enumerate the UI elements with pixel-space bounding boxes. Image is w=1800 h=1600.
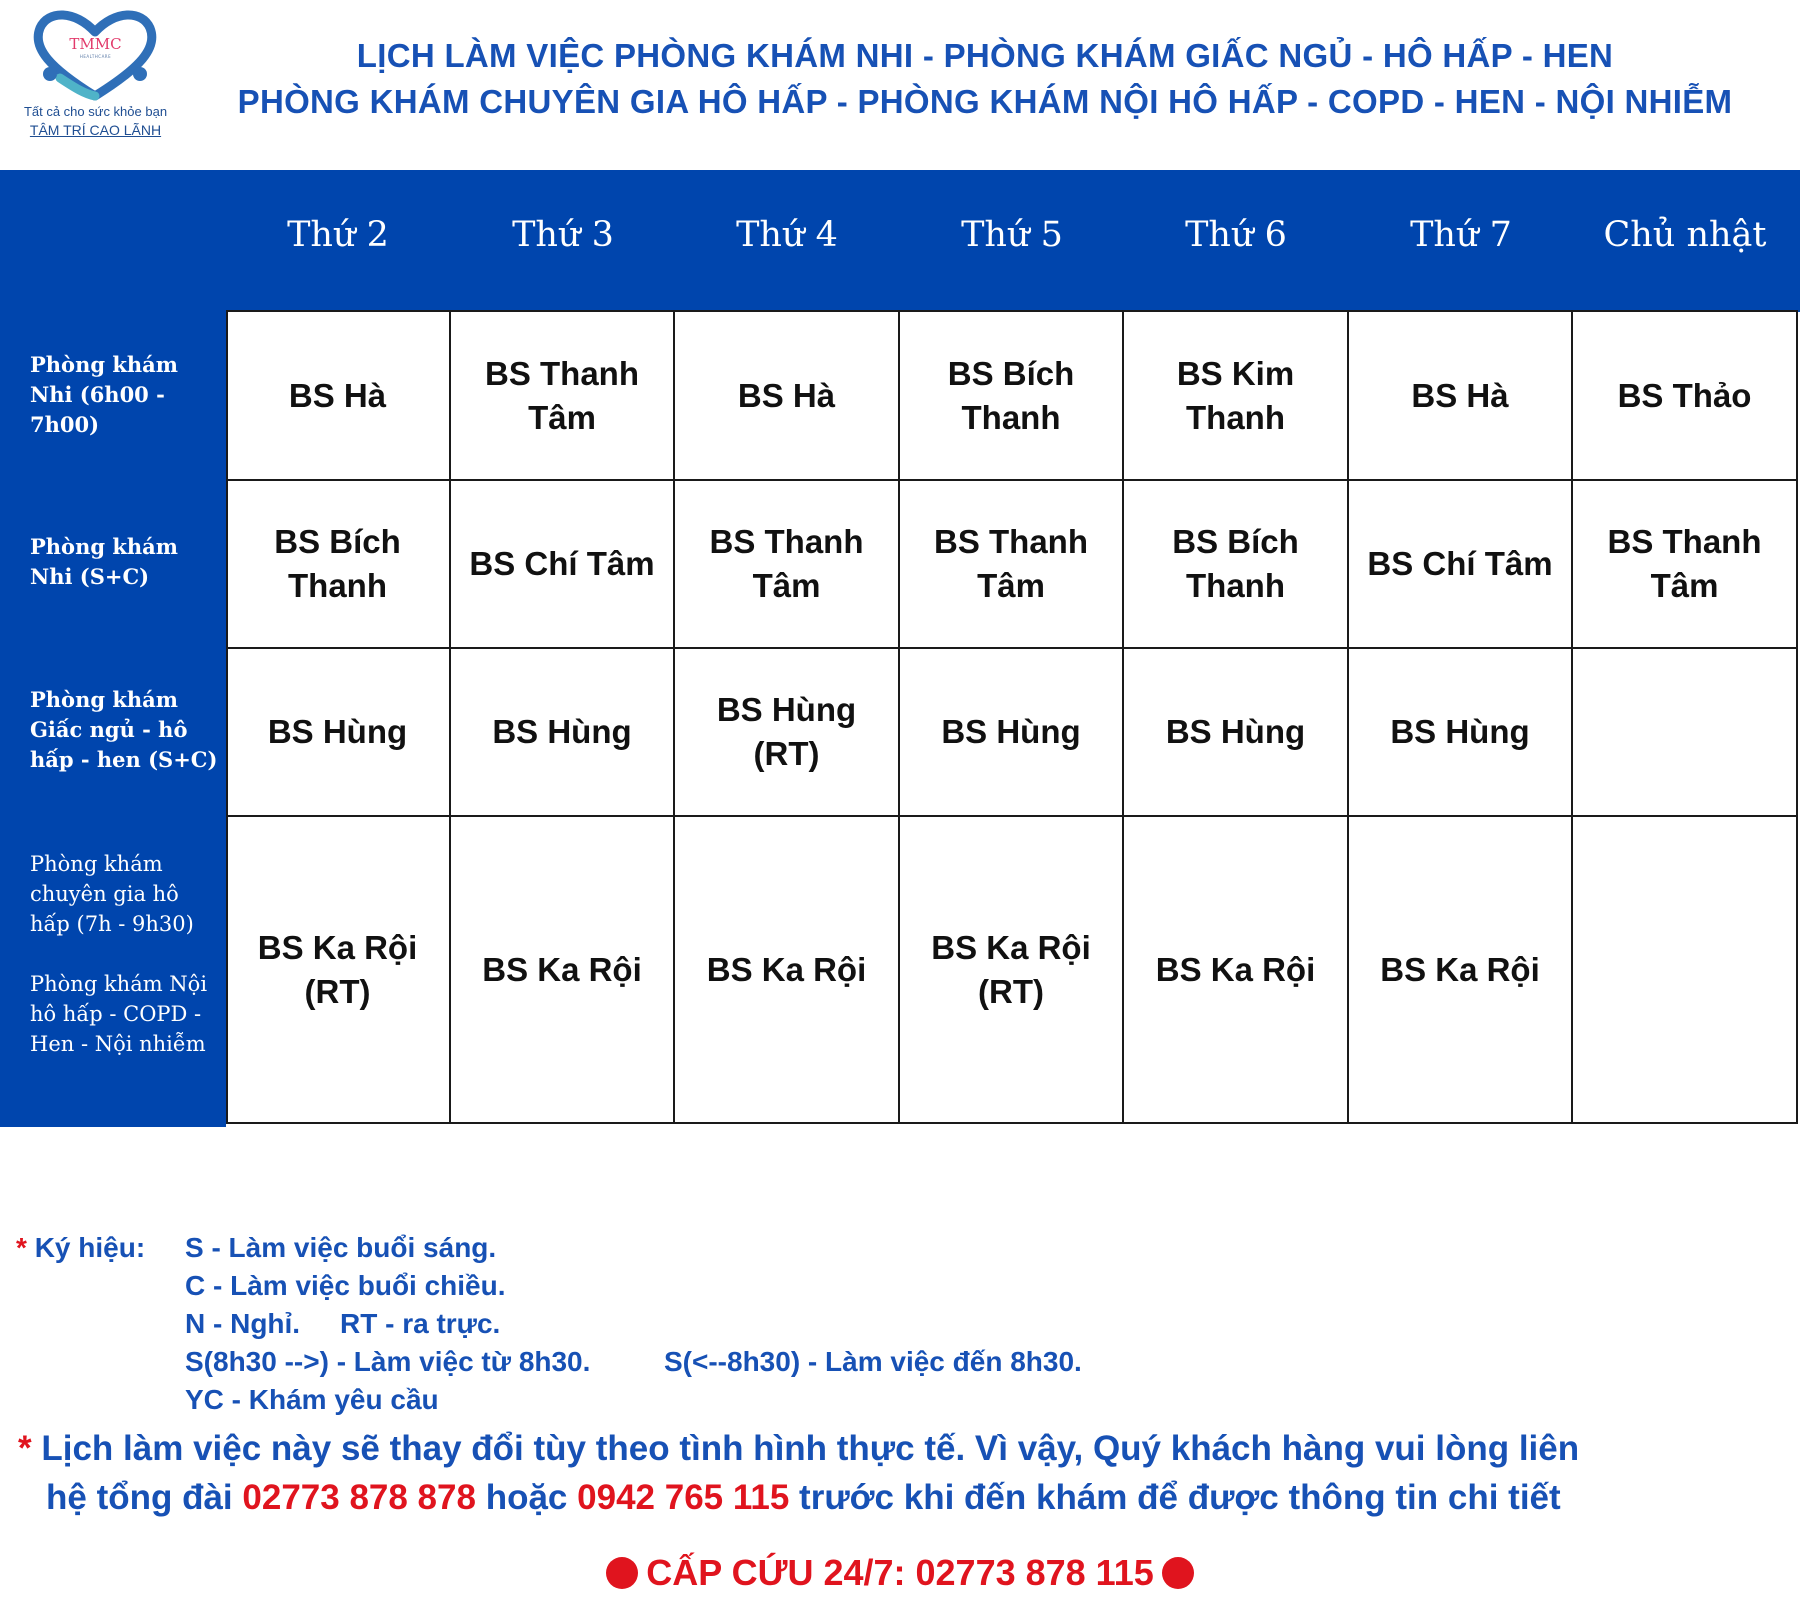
- schedule-cell: BS Bích Thanh: [226, 481, 451, 649]
- schedule-cell: [1573, 649, 1798, 817]
- logo-subtext: HEALTHCARE: [79, 54, 112, 59]
- mobile-phone[interactable]: 0942 765 115: [577, 1478, 790, 1517]
- notice-text-4: trước khi đến khám để được thông tin chi tiết: [799, 1478, 1561, 1517]
- notice-line-2: [46, 1473, 1800, 1522]
- notice-line-1: [18, 1424, 1788, 1473]
- legend-s: S - Làm việc buổi sáng.: [185, 1232, 497, 1263]
- schedule-cell: BS Chí Tâm: [1349, 481, 1573, 649]
- schedule-cell: BS Thanh Tâm: [900, 481, 1124, 649]
- emergency-line: [0, 1552, 1800, 1594]
- row-label-nhi-morning: Phòng khám Nhi (6h00 - 7h00): [30, 352, 178, 437]
- emergency-text[interactable]: CẤP CỨU 24/7: 02773 878 115: [646, 1552, 1154, 1593]
- day-header-mon: Thứ 2: [287, 215, 389, 255]
- legend-star: *: [16, 1232, 27, 1263]
- clinic-logo: [8, 8, 168, 143]
- schedule-cell: BS Hà: [1349, 312, 1573, 481]
- schedule-cell: BS Ka Rội: [1124, 817, 1349, 1124]
- schedule-cell: BS Ka Rội (RT): [226, 817, 451, 1124]
- schedule-cell: BS Thanh Tâm: [451, 312, 675, 481]
- page-title-line-2: PHÒNG KHÁM CHUYÊN GIA HÔ HẤP - PHÒNG KHÁM NỘI HÔ HẤP - COPD - HEN - NỘI NHIỄM: [237, 83, 1733, 120]
- schedule-cell: BS Ka Rội: [675, 817, 900, 1124]
- schedule-cell: BS Hùng: [1349, 649, 1573, 817]
- schedule-cell: BS Bích Thanh: [1124, 481, 1349, 649]
- schedule-cell: BS Hà: [675, 312, 900, 481]
- schedule-cell: BS Thanh Tâm: [675, 481, 900, 649]
- schedule-cell: BS Thanh Tâm: [1573, 481, 1798, 649]
- notice-text-1: Lịch làm việc này sẽ thay đổi tùy theo tình hình thực tế. Vì vậy, Quý khách hàng vui lòng liên: [41, 1429, 1580, 1468]
- legend-s-from: S(8h30 -->) - Làm việc từ 8h30.: [185, 1346, 591, 1377]
- schedule-cell: BS Thảo: [1573, 312, 1798, 481]
- day-header-fri: Thứ 6: [1185, 215, 1287, 255]
- row-label-nhi-sc: Phòng khám Nhi (S+C): [30, 534, 178, 589]
- schedule-cell: BS Bích Thanh: [900, 312, 1124, 481]
- row-label-respiratory-expert: Phòng khám chuyên gia hô hấp (7h - 9h30): [30, 852, 194, 936]
- legend-title: [16, 1232, 145, 1264]
- red-dot-icon: [1162, 1557, 1194, 1589]
- red-dot-icon: [606, 1557, 638, 1589]
- logo-name: TÂM TRÍ CAO LÃNH: [29, 122, 162, 138]
- legend-yc: YC - Khám yêu cầu: [185, 1384, 439, 1415]
- row-label-internal-respiratory: Phòng khám Nội hô hấp - COPD - Hen - Nội nhiễm: [30, 972, 208, 1056]
- notice-text-2: hệ tổng đài: [46, 1478, 233, 1517]
- legend-n: N - Nghỉ.: [185, 1308, 301, 1339]
- schedule-cell: BS Ka Rội: [451, 817, 675, 1124]
- legend-title-text: Ký hiệu:: [34, 1232, 146, 1263]
- schedule-cell: BS Hùng: [451, 649, 675, 817]
- schedule-cell: BS Ka Rội (RT): [900, 817, 1124, 1124]
- legend-c: C - Làm việc buổi chiều.: [185, 1270, 506, 1301]
- logo-abbreviation: TMMC: [69, 35, 122, 53]
- schedule-cell: BS Kim Thanh: [1124, 312, 1349, 481]
- logo-tagline: Tất cả cho sức khỏe bạn: [23, 104, 168, 119]
- day-header-tue: Thứ 3: [512, 215, 614, 255]
- schedule-cell: BS Ka Rội: [1349, 817, 1573, 1124]
- schedule-cell: BS Hà: [226, 312, 451, 481]
- schedule-cell: BS Hùng: [226, 649, 451, 817]
- schedule-cell: BS Hùng: [900, 649, 1124, 817]
- hotline-phone[interactable]: 02773 878 878: [242, 1478, 476, 1517]
- notice-text-3: hoặc: [485, 1478, 568, 1517]
- notice-star: *: [18, 1429, 32, 1468]
- day-header-sun: Chủ nhật: [1603, 215, 1767, 255]
- schedule-cell: BS Chí Tâm: [451, 481, 675, 649]
- legend-rt: RT - ra trực.: [340, 1308, 501, 1339]
- page-title-line-1: LỊCH LÀM VIỆC PHÒNG KHÁM NHI - PHÒNG KHÁM GIẤC NGỦ - HÔ HẤP - HEN: [356, 37, 1614, 74]
- schedule-grid: [226, 312, 1798, 1124]
- schedule-cell: [1573, 817, 1798, 1124]
- day-header-sat: Thứ 7: [1410, 215, 1512, 255]
- schedule-cell: BS Hùng: [1124, 649, 1349, 817]
- legend-s-to: S(<--8h30) - Làm việc đến 8h30.: [664, 1346, 1082, 1377]
- day-header-wed: Thứ 4: [736, 215, 838, 255]
- day-header-thu: Thứ 5: [961, 215, 1063, 255]
- schedule-cell: BS Hùng (RT): [675, 649, 900, 817]
- row-label-sleep-respiratory: Phòng khám Giấc ngủ - hô hấp - hen (S+C): [30, 687, 218, 772]
